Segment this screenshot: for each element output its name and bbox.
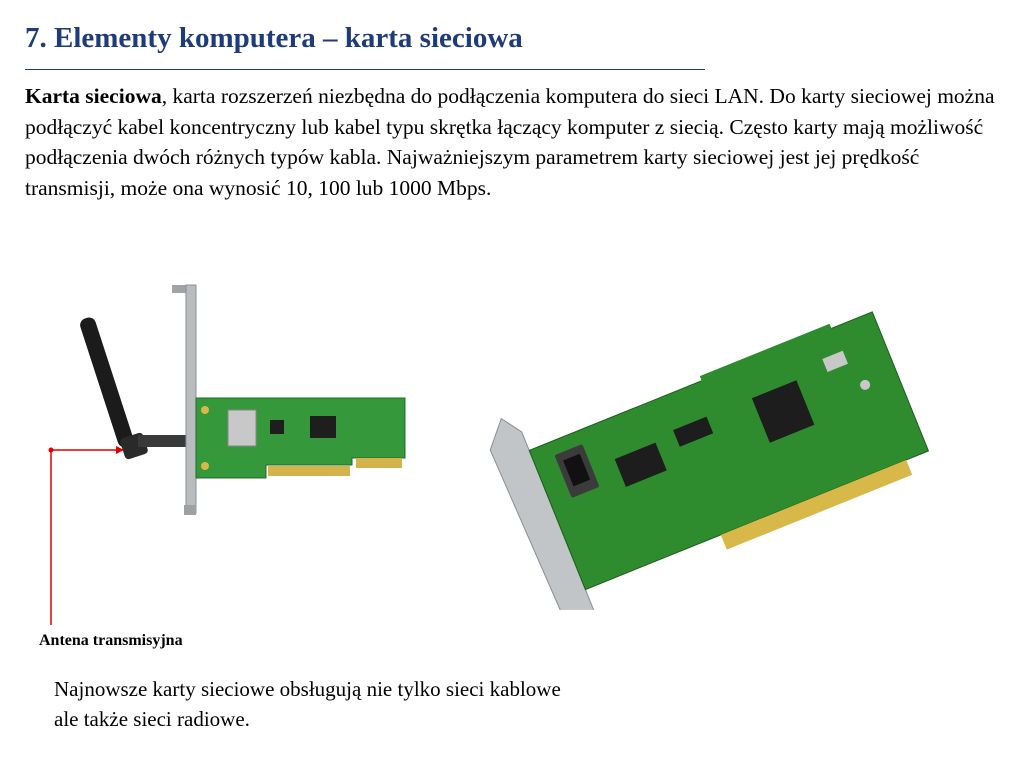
card-pcb <box>196 398 405 478</box>
card-bracket <box>172 285 196 515</box>
wireless-network-card-image <box>80 280 420 520</box>
slide-title: 7. Elementy komputera – karta sieciowa <box>25 22 523 54</box>
title-underline <box>25 69 705 70</box>
card-pcb <box>527 307 930 604</box>
intro-bold-term: Karta sieciowa <box>25 84 162 108</box>
ethernet-network-card-image <box>470 250 930 610</box>
footer-note: Najnowsze karty sieciowe obsługują nie tylko sieci kablowe ale także sieci radiowe. <box>54 677 561 731</box>
intro-paragraph <box>25 81 1010 203</box>
antenna-caption: Antena transmisyjna <box>39 632 183 649</box>
intro-text: , karta rozszerzeń niezbędna do podłączenia komputera do sieci LAN. Do karty sieciowej można podłączyć kabel koncentryczny lub kabel typu skrętka łączący komputer z siecią. Często karty mają możliwość podłączenia dwóch różnych typów kabla. Najważniejszym parametrem karty sieciowej jest jej prędkość transmisji, może ona wynosić 10, 100 lub 1000 Mbps. <box>25 84 995 200</box>
